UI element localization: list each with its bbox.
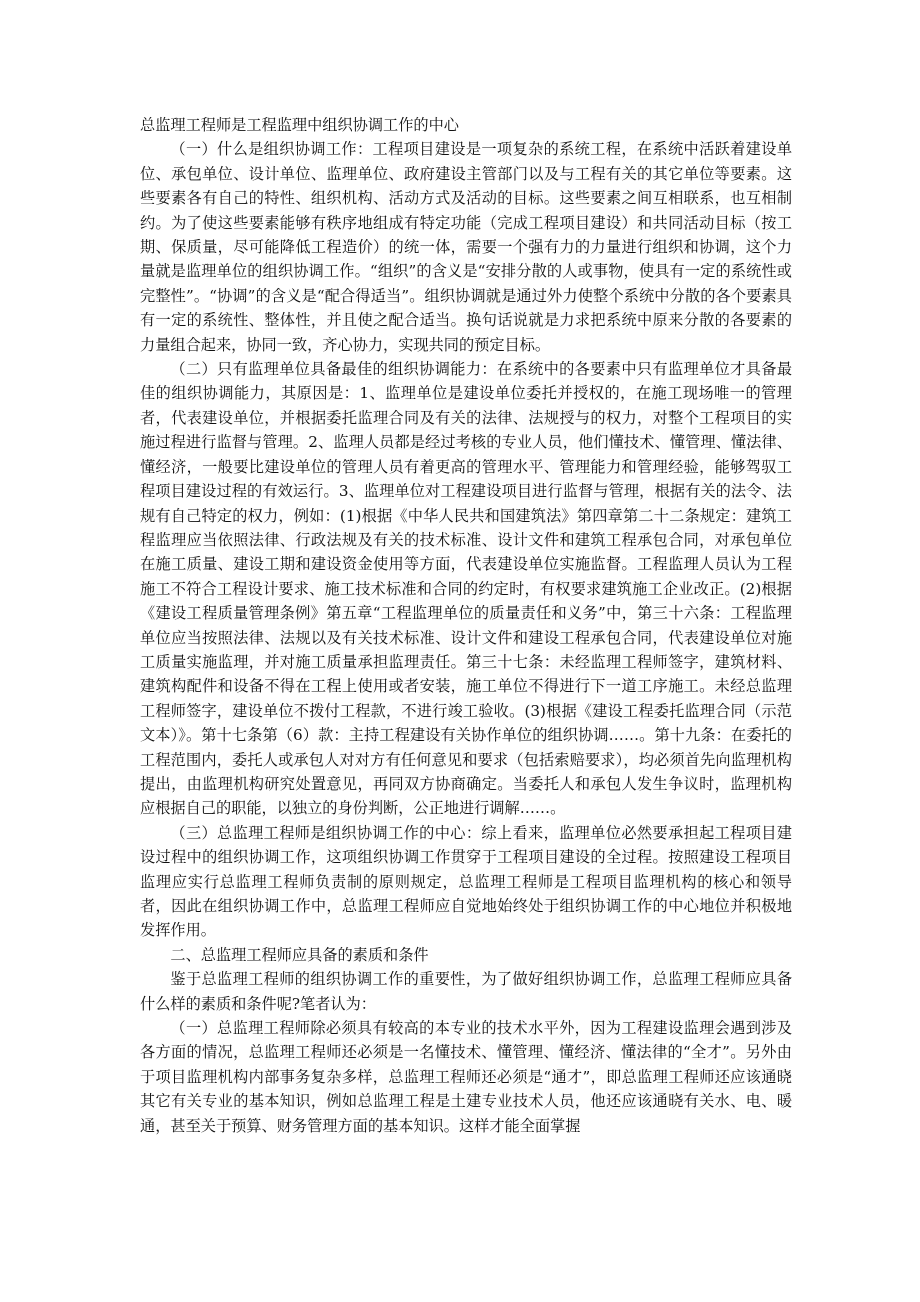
paragraph-qualities-first: （一）总监理工程师除必须具有较高的本专业的技术水平外，因为工程建设监理会遇到涉及各方面的情况，总监理工程师还必须是一名懂技术、懂管理、懂经济、懂法律的“全才”。另外由于项目监理机构内部事务复杂多样，总监理工程师还必须是“通才”，即总监理工程师还应该通晓其它有关专业的基本知识，例如总监理工程是土建专业技术人员，他还应该通晓有关水、电、暖通，甚至关于预算、财务管理方面的基本知识。这样才能全面掌握 (140, 1019, 792, 1135)
document-body (140, 113, 792, 1138)
paragraph-qualities-intro: 鉴于总监理工程师的组织协调工作的重要性，为了做好组织协调工作，总监理工程师应具备什么样的素质和条件呢?笔者认为： (140, 970, 792, 1013)
paragraph-what-is-coordination: （一）什么是组织协调工作：工程项目建设是一项复杂的系统工程，在系统中活跃着建设单位、承包单位、设计单位、监理单位、政府建设主管部门以及与工程有关的其它单位等要素。这些要素各有自己的特性、组织机构、活动方式及活动的目标。这些要素之间互相联系，也互相制约。为了使这些要素能够有秩序地组成有特定功能（完成工程项目建设）和共同活动目标（按工期、保质量，尽可能降低工程造价）的统一体，需要一个强有力的力量进行组织和协调，这个力量就是监理单位的组织协调工作。“组织”的含义是“安排分散的人或事物，使具有一定的系统性或完整性”。“协调”的含义是“配合得适当”。组织协调就是通过外力使整个系统中分散的各个要素具有一定的系统性、整体性，并且使之配合适当。换句话说就是力求把系统中原来分散的各要素的力量组合起来，协同一致，齐心协力，实现共同的预定目标。 (140, 140, 792, 354)
paragraph-chief-engineer-center: （三）总监理工程师是组织协调工作的中心：综上看来，监理单位必然要承担起工程项目建设过程中的组织协调工作，这项组织协调工作贯穿于工程项目建设的全过程。按照建设工程项目监理应实行总监理工程师负责制的原则规定，总监理工程师是工程项目监理机构的核心和领导者，因此在组织协调工作中，总监理工程师应自觉地始终处于组织协调工作的中心地位并积极地发挥作用。 (140, 823, 792, 940)
section-heading-qualities: 二、总监理工程师应具备的素质和条件 (170, 945, 429, 964)
document-title: 总监理工程师是工程监理中组织协调工作的中心 (140, 116, 459, 134)
paragraph-supervision-unit-capability: （二）只有监理单位具备最佳的组织协调能力：在系统中的各要素中只有监理单位才具备最佳的组织协调能力，其原因是：1、监理单位是建设单位委托并授权的，在施工现场唯一的管理者，代表建设单位，并根据委托监理合同及有关的法律、法规授与的权力，对整个工程项目的实施过程进行监督与管理。2、监理人员都是经过考核的专业人员，他们懂技术、懂管理、懂法律、懂经济，一般要比建设单位的管理人员有着更高的管理水平、管理能力和管理经验，能够驾驭工程项目建设过程的有效运行。3、监理单位对工程建设项目进行监督与管理，根据有关的法令、法规有自己特定的权力，例如：(1)根据《中华人民共和国建筑法》第四章第二十二条规定：建筑工程监理应当依照法律、行政法规及有关的技术标准、设计文件和建筑工程承包合同，对承包单位在施工质量、建设工期和建设资金使用等方面，代表建设单位实施监督。工程监理人员认为工程施工不符合工程设计要求、施工技术标准和合同的约定时，有权要求建筑施工企业改正。(2)根据《建设工程质量管理条例》第五章“工程监理单位的质量责任和义务”中，第三十六条：工程监理单位应当按照法律、法规以及有关技术标准、设计文件和建设工程承包合同，代表建设单位对施工质量实施监理，并对施工质量承担监理责任。第三十七条：未经监理工程师签字，建筑材料、建筑构配件和设备不得在工程上使用或者安装，施工单位不得进行下一道工序施工。未经总监理工程师签字，建设单位不拨付工程款，不进行竣工验收。(3)根据《建设工程委托监理合同（示范文本）》。第十七条第（6）款：主持工程建设有关协作单位的组织协调……。第十九条：在委托的工程范围内，委托人或承包人对对方有任何意见和要求（包括索赔要求），均必须首先向监理机构提出，由监理机构研究处置意见，再同双方协商确定。当委托人和承包人发生争议时，监理机构应根据自己的职能，以独立的身份判断，公正地进行调解……。 (140, 360, 792, 818)
